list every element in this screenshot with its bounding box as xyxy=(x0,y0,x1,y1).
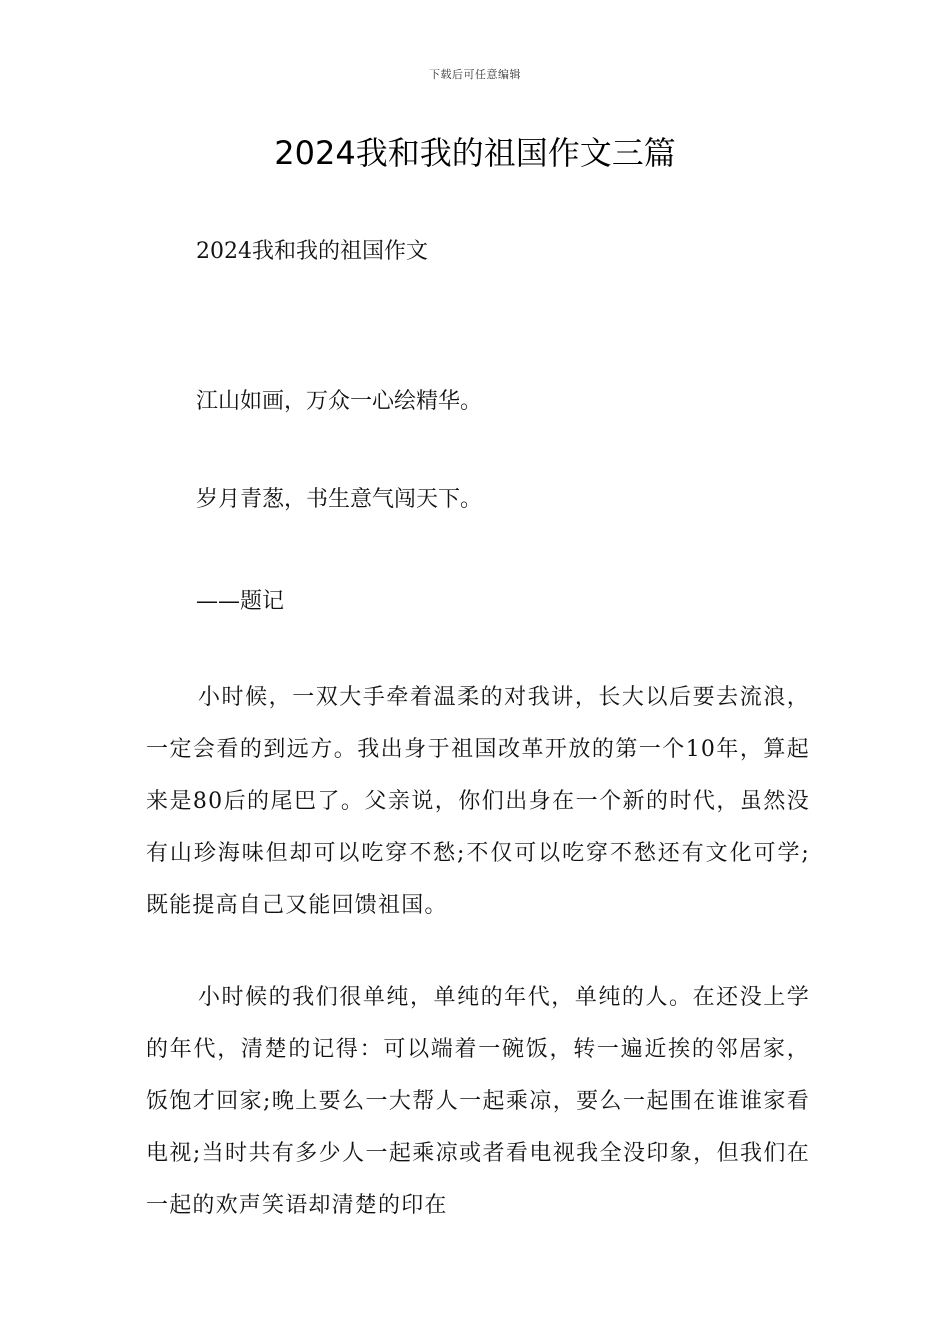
document-title: 2024我和我的祖国作文三篇 xyxy=(274,134,676,172)
epigraph-attribution: ——题记 xyxy=(196,589,285,614)
epigraph-line-1: 江山如画，万众一心绘精华。 xyxy=(196,389,483,414)
epigraph-line-2: 岁月青葱，书生意气闯天下。 xyxy=(196,487,483,512)
header-note: 下载后可任意编辑 xyxy=(429,68,521,81)
body-paragraph-2: 小时候的我们很单纯，单纯的年代，单纯的人。在还没上学的年代，清楚的记得：可以端着一碗饭，转一遍近挨的邻居家，饭饱才回家;晚上要么一大帮人一起乘凉，要么一起围在谁谁家看电视;当时共有多少人一起乘凉或者看电视我全没印象，但我们在一起的欢声笑语却清楚的印在 xyxy=(146,985,810,1218)
document-subtitle: 2024我和我的祖国作文 xyxy=(196,239,428,264)
body-paragraph-1: 小时候，一双大手牵着温柔的对我讲，长大以后要去流浪，一定会看的到远方。我出身于祖国改革开放的第一个10年，算起来是80后的尾巴了。父亲说，你们出身在一个新的时代，虽然没有山珍海味但却可以吃穿不愁;不仅可以吃穿不愁还有文化可学;既能提高自己又能回馈祖国。 xyxy=(146,685,810,918)
